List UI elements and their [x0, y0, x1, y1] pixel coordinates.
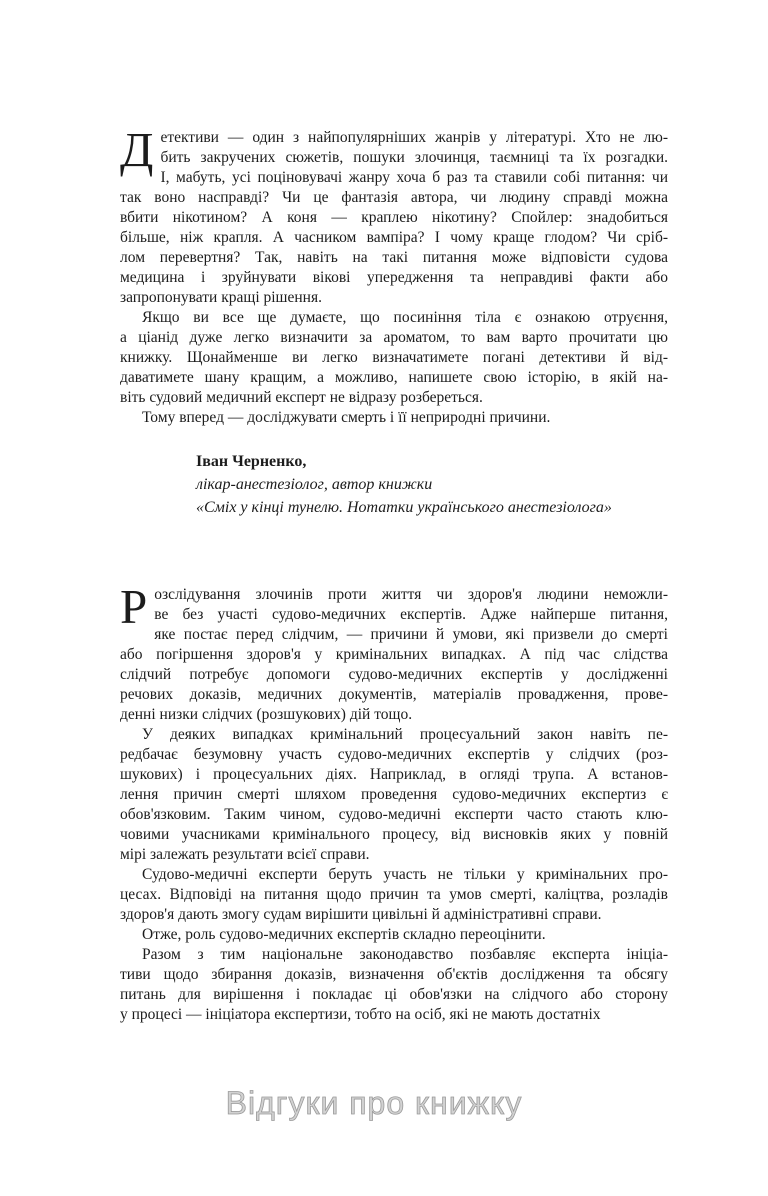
text-line: цесах. Відповіді на питання щодо причин та умов смерті, каліцтва, розладів	[120, 886, 668, 903]
signature-author-name: Іван Черненко,	[196, 453, 307, 470]
text-line: більше, ніж крапля. А часником вампіра? І чому краще глодом? Чи сріб-	[120, 229, 668, 246]
text-line: ве без участі судово-медичних експертів. Адже найперше питання,	[154, 606, 668, 623]
text-line: етективи — один з найпопулярніших жанрів у літературі. Хто не лю-	[160, 129, 668, 146]
text-line: бить закручених сюжетів, пошуки злочинця, таємниці та їх розгадки.	[160, 149, 668, 166]
paragraph	[120, 865, 668, 925]
text-line: або погіршення здоров'я у кримінальних випадках. А під час слідства	[120, 646, 668, 663]
text-line: запропонувати кращі рішення.	[120, 289, 322, 306]
text-line: човими учасниками кримінального процесу, від висновків яких у повній	[120, 826, 668, 843]
text-line: редбачає безумовну участь судово-медичних експертів у слідчих (роз-	[120, 746, 668, 763]
next-chapter-heading-wrap	[100, 1083, 648, 1123]
author-signature	[196, 450, 668, 519]
signature-author-role: лікар-анестезіолог, автор книжки	[196, 476, 433, 493]
signature-book-title: «Сміх у кінці тунелю. Нотатки українського анестезіолога»	[196, 499, 612, 516]
text-line: І, мабуть, усі поціновувачі жанру хоча б раз та ставили собі питання: чи	[160, 169, 668, 186]
foreword-section	[120, 122, 668, 428]
text-line: віть судовий медичний експерт не відразу розбереться.	[120, 389, 483, 406]
text-line: у процесі — ініціатора експертизи, тобто на осіб, які не мають достатніх	[120, 1006, 601, 1023]
text-line: так воно насправді? Чи це фантазія автора, чи людину справді можна	[120, 189, 668, 206]
text-line: тиви щодо збирання доказів, визначення об'єктів дослідження та обсягу	[120, 966, 668, 983]
text-line: медицина і зруйнувати вікові упередження та неправдиві факти або	[120, 269, 668, 286]
text-line: вбити нікотином? А коня — краплею нікотину? Спойлер: знадобиться	[120, 209, 668, 226]
text-line: даватимете шану кращим, а можливо, напишете свою історію, в якій на-	[120, 369, 668, 386]
text-line: Якщо ви все ще думаєте, що посиніння тіла є ознакою отруєння,	[142, 309, 668, 326]
text-line: Судово-медичні експерти беруть участь не тільки у кримінальних про-	[142, 866, 668, 883]
text-line: питань для вирішення і покладає ці обов'язки на слідчого або сторону	[120, 986, 668, 1003]
text-line: лення причин смерті шляхом проведення судово-медичних експертиз є	[120, 786, 668, 803]
text-column	[120, 122, 668, 1123]
text-line: Разом з тим національне законодавство позбавляє експерта ініціа-	[142, 946, 668, 963]
text-line: Отже, роль судово-медичних експертів складно переоцінити.	[142, 926, 546, 943]
text-line: лом перевертня? Так, навіть на такі питання може відповісти судова	[120, 249, 668, 266]
next-chapter-heading: Відгуки про книжку	[225, 1085, 523, 1121]
paragraph	[120, 945, 668, 1025]
text-line: здоров'я дають змогу судам вирішити цивільні й адміністративні справи.	[120, 906, 602, 923]
text-line: а ціанід дуже легко визначити за ароматом, то вам варто прочитати цю	[120, 329, 668, 346]
paragraph	[120, 725, 668, 865]
text-line: речових доказів, медичних документів, матеріалів провадження, прове-	[120, 686, 668, 703]
text-line: шукових) і процесуальних діях. Наприклад, в огляді трупа. А встанов-	[120, 766, 668, 783]
text-line: Тому вперед — досліджувати смерть і її неприродні причини.	[142, 409, 551, 426]
drop-cap: Д	[120, 122, 154, 177]
paragraph	[120, 925, 668, 945]
paragraph	[120, 122, 668, 308]
text-line: слідчий потребує допомоги судово-медичних експертів у дослідженні	[120, 666, 668, 683]
text-line: озслідування злочинів проти життя чи здоров'я людини неможли-	[154, 586, 668, 603]
text-line: обов'язковим. Таким чином, судово-медичні експерти часто стають клю-	[120, 806, 668, 823]
text-line: книжку. Щонайменше ви легко визначатимете погані детективи й від-	[120, 349, 668, 366]
text-line: денні низки слідчих (розшукових) дій тощо.	[120, 706, 413, 723]
paragraph	[120, 579, 668, 725]
paragraph	[120, 408, 668, 428]
drop-cap: Р	[120, 579, 148, 634]
main-text-section	[120, 579, 668, 1025]
text-line: мірі залежать результати всієї справи.	[120, 846, 370, 863]
text-line: У деяких випадках кримінальний процесуальний закон навіть пе-	[142, 726, 668, 743]
text-line: яке постає перед слідчим, — причини й умови, які призвели до смерті	[154, 626, 668, 643]
paragraph	[120, 308, 668, 408]
